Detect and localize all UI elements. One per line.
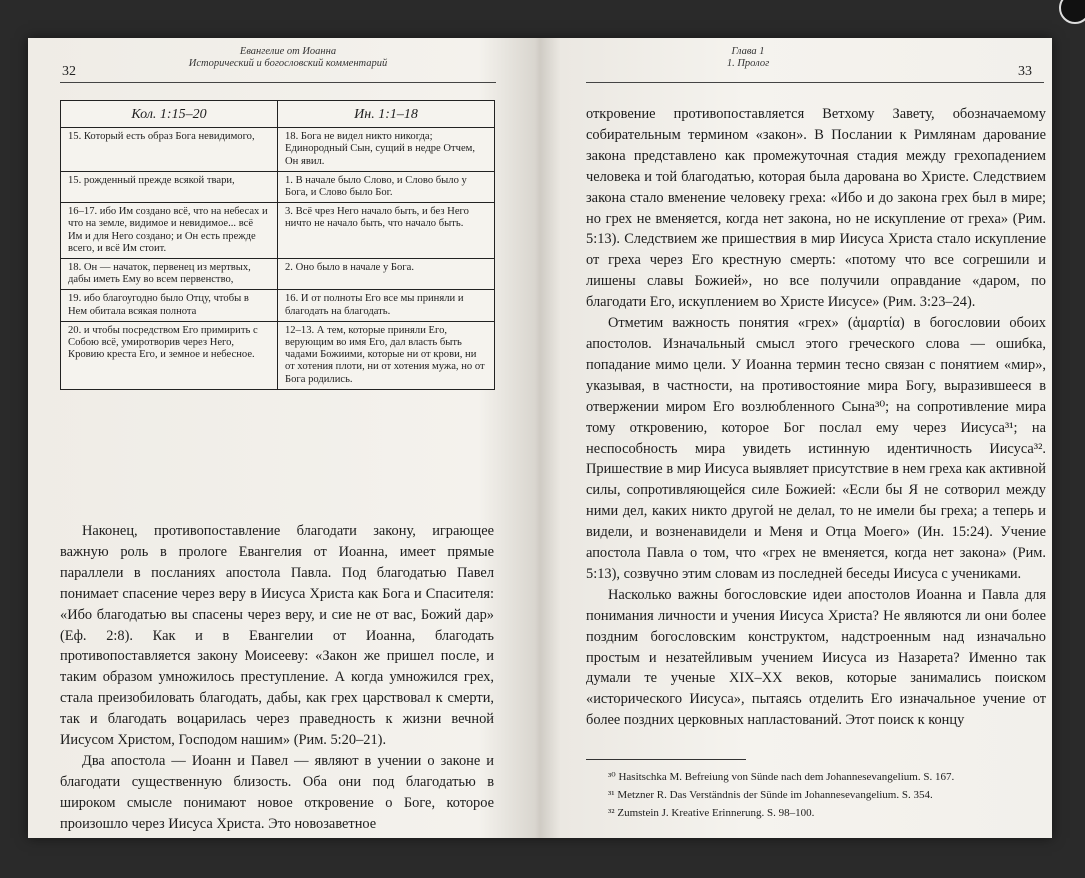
table-header: Ин. 1:1–18 xyxy=(278,101,495,128)
body-text xyxy=(586,104,1046,731)
footnote: ³⁰ Hasitschka M. Befreiung von Sünde nach dem Johannesevangelium. S. 167. xyxy=(608,771,955,783)
running-head xyxy=(668,46,828,70)
header-rule xyxy=(60,82,496,83)
paragraph: Отметим важность понятия «грех» (ἁμαρτία) в богословии обоих апостолов. Изначальный смысл этого греческого слова — ошибка, попадание мимо цели. У Иоанна термин тесно связан с понятием «мир», указывая, в частности, на противостояние мира Богу, выразившееся в отвержении миром Его возлюбленного Сына³⁰; на сопротивление мира тому откровению, которое Бог послал ему через Иисуса³¹; на неспособность мира увидеть истинную идентичность Иисуса³². Пришествие в мир Иисуса выявляет присутствие в нем греха как активной силы, сопротивляющейся силе Божией: «Если бы Я не сотворил между ними дел, каких никто другой не делал, то не имели бы греха; а теперь и видели, и возненавидели и Меня и Отца Моего» (Ин. 15:24). Учение апостола Павла о том, что «грех не вменяется, когда нет закона» (Рим. 5:13), созвучно этим словам из последней беседы Иисуса с учениками. xyxy=(586,315,1046,582)
running-head xyxy=(148,46,428,70)
paragraph: Два апостола — Иоанн и Павел — являют в учении о законе и благодати существенную близость. Оба они под благодатью в широком смысле понимают новое откровение о Боге, которое произошло через Иисуса Христа. Это новозаветное xyxy=(60,752,494,832)
table-cell: 15. Который есть образ Бога невидимого, xyxy=(61,128,278,172)
running-head-line: Евангелие от Иоанна xyxy=(239,46,337,57)
open-book xyxy=(28,38,1052,838)
table-cell: 20. и чтобы посредством Его примирить с Собою всё, умиротворив через Него, Кровию креста Его, и земное и небесное. xyxy=(61,321,278,389)
table-header: Кол. 1:15–20 xyxy=(61,101,278,128)
right-page xyxy=(548,38,1052,838)
body-text xyxy=(60,521,494,835)
footnote: ³¹ Metzner R. Das Verständnis der Sünde im Johannesevangelium. S. 354. xyxy=(608,789,933,801)
table-row xyxy=(61,171,495,202)
footnote: ³² Zumstein J. Kreative Erinnerung. S. 98–100. xyxy=(608,807,815,819)
table-row xyxy=(61,128,495,172)
table-cell: 18. Бога не видел никто никогда; Единородный Сын, сущий в недре Отчем, Он явил. xyxy=(278,128,495,172)
table-cell: 19. ибо благоугодно было Отцу, чтобы в Нем обитала всякая полнота xyxy=(61,290,278,321)
running-head-line: Глава 1 xyxy=(731,46,765,57)
table-row xyxy=(61,203,495,259)
corner-button-icon[interactable] xyxy=(1059,0,1085,24)
paragraph: Наконец, противопоставление благодати закону, играющее важную роль в прологе Евангелия от Иоанна, имеет прямые параллели в посланиях апостола Павла. Под благодатью Павел понимает спасение через веру в Иисуса Христа как Бога и Спасителя: «Ибо благодатью вы спасены через веру, и сие не от вас, Божий дар» (Еф. 2:8). Как и в Евангелии от Иоанна, благодать противопоставляется закону Моисееву: «Закон же пришел после, и таким образом умножилось преступление. А когда умножился грех, стала преизобиловать благодать, дабы, как грех царствовал к смерти, так и благодать воцарилась через праведность к жизни вечной Иисусом Христом, Господом нашим» (Рим. 5:20–21). xyxy=(60,523,494,749)
table-row xyxy=(61,321,495,389)
table-cell: 16. И от полноты Его все мы приняли и благодать на благодать. xyxy=(278,290,495,321)
table-cell: 15. рожденный прежде всякой твари, xyxy=(61,171,278,202)
table-row xyxy=(61,290,495,321)
footnotes xyxy=(586,768,1046,822)
paragraph: Насколько важны богословские идеи апостолов Иоанна и Павла для понимания личности и учения Иисуса Христа? Не являются ли они более поздним богословским конструктом, надстроенным над изначально простым и незатейливым учением Иисуса из Назарета? Именно так думали те ученые XIX–XX веков, которые занимались поиском «исторического Иисуса», пытаясь отделить Его изначальное учение от более поздних церковных напластований. Этот поиск к концу xyxy=(586,586,1046,729)
footnote-rule xyxy=(586,759,746,760)
page-number: 32 xyxy=(62,64,76,79)
running-head-line: Исторический и богословский комментарий xyxy=(188,58,388,69)
paragraph: откровение противопоставляется Ветхому Завету, обозначаемому собирательным термином «закон». В Послании к Римлянам дарование закона представлено как промежуточная стадия между грехопадением человека и той благодатью, которая была дарована во Христе. Следствием закона стало вменение человеку греха: «Ибо и до закона грех был в мире; но грех не вменяется, когда нет закона, но не искупление от греха» (Рим. 5:13). Следствием же пришествия в мир Иисуса Христа стало искупление от греха через Его крестную смерть: «потому что все согрешили и лишены славы Божией», но все получили оправдание «даром, по благодати Его, искуплением во Христе Иисусе» (Рим. 3:23–24). xyxy=(586,106,1046,311)
table-cell: 12–13. А тем, которые приняли Его, верующим во имя Его, дал власть быть чадами Божиими, которые ни от крови, ни от хотения плоти, ни от хотения мужа, но от Бога родились. xyxy=(278,321,495,389)
table-cell: 2. Оно было в начале у Бога. xyxy=(278,259,495,290)
table-header-row xyxy=(61,101,495,128)
table-cell: 1. В начале было Слово, и Слово было у Бога, и Слово было Бог. xyxy=(278,171,495,202)
left-page xyxy=(28,38,528,838)
header-rule xyxy=(586,82,1044,83)
running-head-line: 1. Пролог xyxy=(726,58,770,69)
table-cell: 18. Он — начаток, первенец из мертвых, дабы иметь Ему во всем первенство, xyxy=(61,259,278,290)
table-cell: 3. Всё чрез Него начало быть, и без Него ничто не начало быть, что начало быть. xyxy=(278,203,495,259)
table-cell: 16–17. ибо Им создано всё, что на небесах и что на земле, видимое и невидимое... всё Им и для Него создано; и Он есть прежде всего, и всё Им стоит. xyxy=(61,203,278,259)
page-number: 33 xyxy=(1018,64,1032,79)
comparison-table xyxy=(60,100,495,390)
table-row xyxy=(61,259,495,290)
